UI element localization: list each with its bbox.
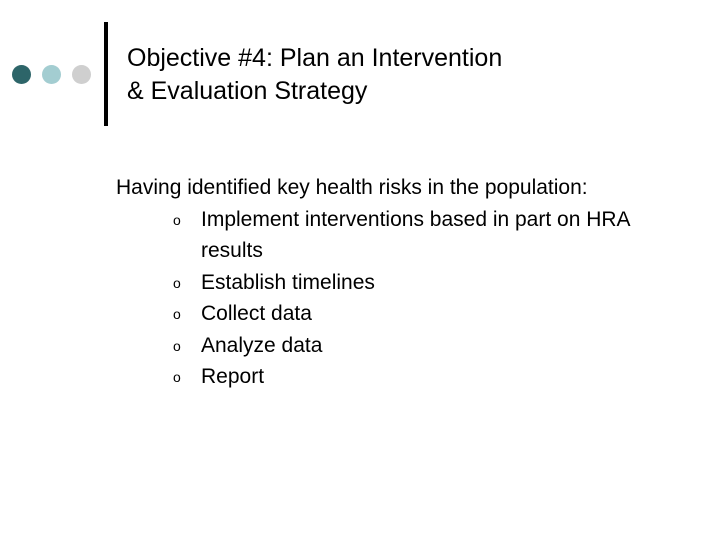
list-item-text: Report [201, 365, 265, 388]
list-item [173, 361, 696, 393]
slide-title [127, 42, 687, 108]
list-item [173, 330, 696, 362]
decorative-dot [12, 65, 31, 84]
list-item [173, 298, 696, 330]
slide-body [116, 172, 696, 393]
slide-title-line-1: Objective #4: Plan an Intervention [127, 44, 503, 72]
bullet-marker: o [173, 306, 181, 322]
list-item-text: Analyze data [201, 333, 323, 357]
list-item-text: Implement interventions based in part on HRA results [201, 207, 630, 262]
list-item-text: Collect data [201, 302, 312, 325]
title-divider [104, 22, 108, 126]
intro-text: Having identified key health risks in the population: [116, 176, 588, 199]
bullet-marker: o [173, 369, 181, 385]
decorative-dots [12, 65, 96, 85]
bullet-list [116, 204, 696, 393]
bullet-marker: o [173, 274, 181, 291]
slide-title-line-2: & Evaluation Strategy [127, 77, 368, 105]
bullet-marker: o [173, 211, 181, 228]
list-item-text: Establish timelines [201, 270, 375, 294]
decorative-dot [42, 65, 61, 84]
decorative-dot [72, 65, 91, 84]
list-item [173, 204, 696, 267]
list-item [173, 267, 696, 299]
bullet-marker: o [173, 337, 181, 354]
